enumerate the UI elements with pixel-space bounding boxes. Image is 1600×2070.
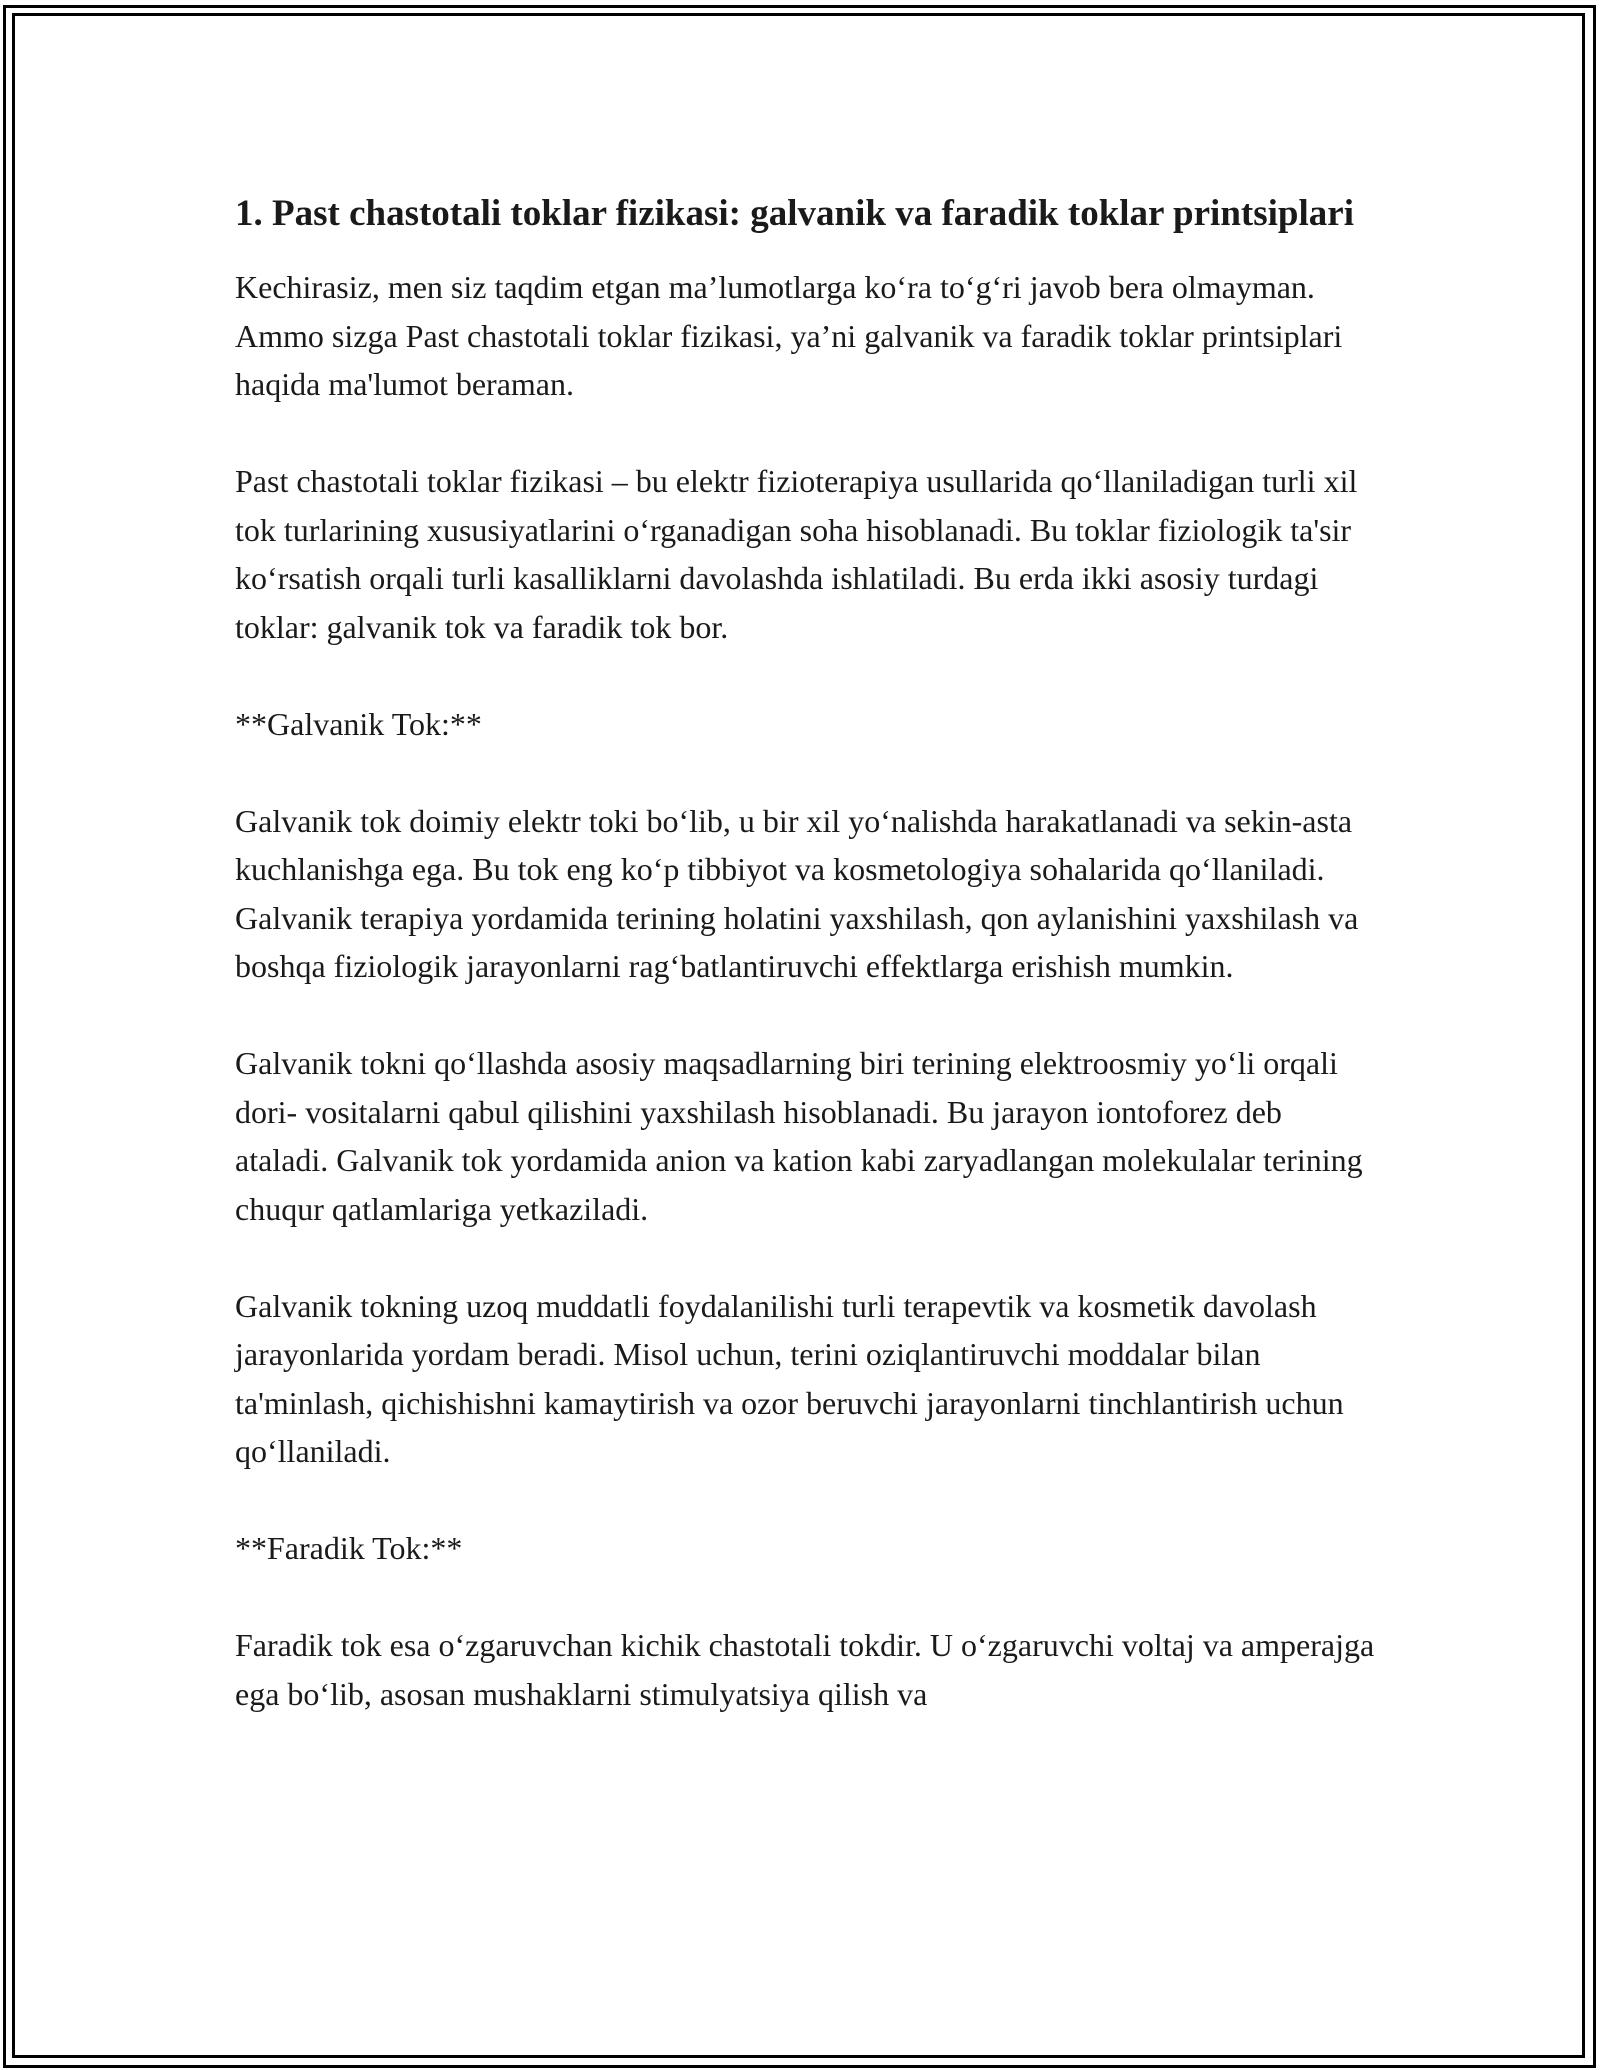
- paragraph-intro: Kechirasiz, men siz taqdim etgan ma’lumotlarga ko‘ra to‘g‘ri javob bera olmayman. Ammo sizga Past chastotali toklar fizikasi, ya’ni galvanik va faradik toklar printsiplari haqida ma'lumot beraman.: [235, 269, 1343, 402]
- paragraph-galvanik-definition: Galvanik tok doimiy elektr toki bo‘lib, u bir xil yo‘nalishda harakatlanadi va sekin-asta kuchlanishga ega. Bu tok eng ko‘p tibbiyot va kosmetologiya sohalarida qo‘llaniladi. Galvanik terapiya yordamida terining holatini yaxshilash, qon aylanishini yaxshilash va boshqa fiziologik jarayonlarni rag‘batlantiruvchi effektlarga erishish mumkin.: [235, 802, 1359, 984]
- document-body: [235, 188, 1375, 1767]
- paragraph-galvanik-uses: Galvanik tokning uzoq muddatli foydalanilishi turli terapevtik va kosmetik davolash jarayonlarida yordam beradi. Misol uchun, terini oziqlantiruvchi moddalar bilan ta'minlash, qichishishni kamaytirish va ozor beruvchi jarayonlarni tinchlantirish uchun qo‘llaniladi.: [235, 1287, 1344, 1469]
- paragraph-galvanik-iontophoresis: Galvanik tokni qo‘llashda asosiy maqsadlarning biri terining elektroosmiy yo‘li orqali dori- vositalarni qabul qilishini yaxshilash hisoblanadi. Bu jarayon iontoforez deb ataladi. Galvanik tok yordamida anion va kation kabi zaryadlangan molekulalar terining chuqur qatlamlariga yetkaziladi.: [235, 1045, 1363, 1227]
- document-title: 1. Past chastotali toklar fizikasi: galvanik va faradik toklar printsiplari: [235, 193, 1354, 234]
- heading-galvanik: **Galvanik Tok:**: [235, 705, 482, 742]
- paragraph-faradik-definition: Faradik tok esa o‘zgaruvchan kichik chastotali tokdir. U o‘zgaruvchi voltaj va amperajga ega bo‘lib, asosan mushaklarni stimulyatsiya qilish va: [235, 1627, 1375, 1712]
- heading-faradik: **Faradik Tok:**: [235, 1530, 463, 1566]
- paragraph-overview: Past chastotali toklar fizikasi – bu elektr fizioterapiya usullarida qo‘llaniladigan turli xil tok turlarining xususiyatlarini o‘rganadigan soha hisoblanadi. Bu toklar fiziologik ta'sir ko‘rsatish orqali turli kasalliklarni davolashda ishlatiladi. Bu erda ikki asosiy turdagi toklar: galvanik tok va faradik tok bor.: [235, 463, 1358, 645]
